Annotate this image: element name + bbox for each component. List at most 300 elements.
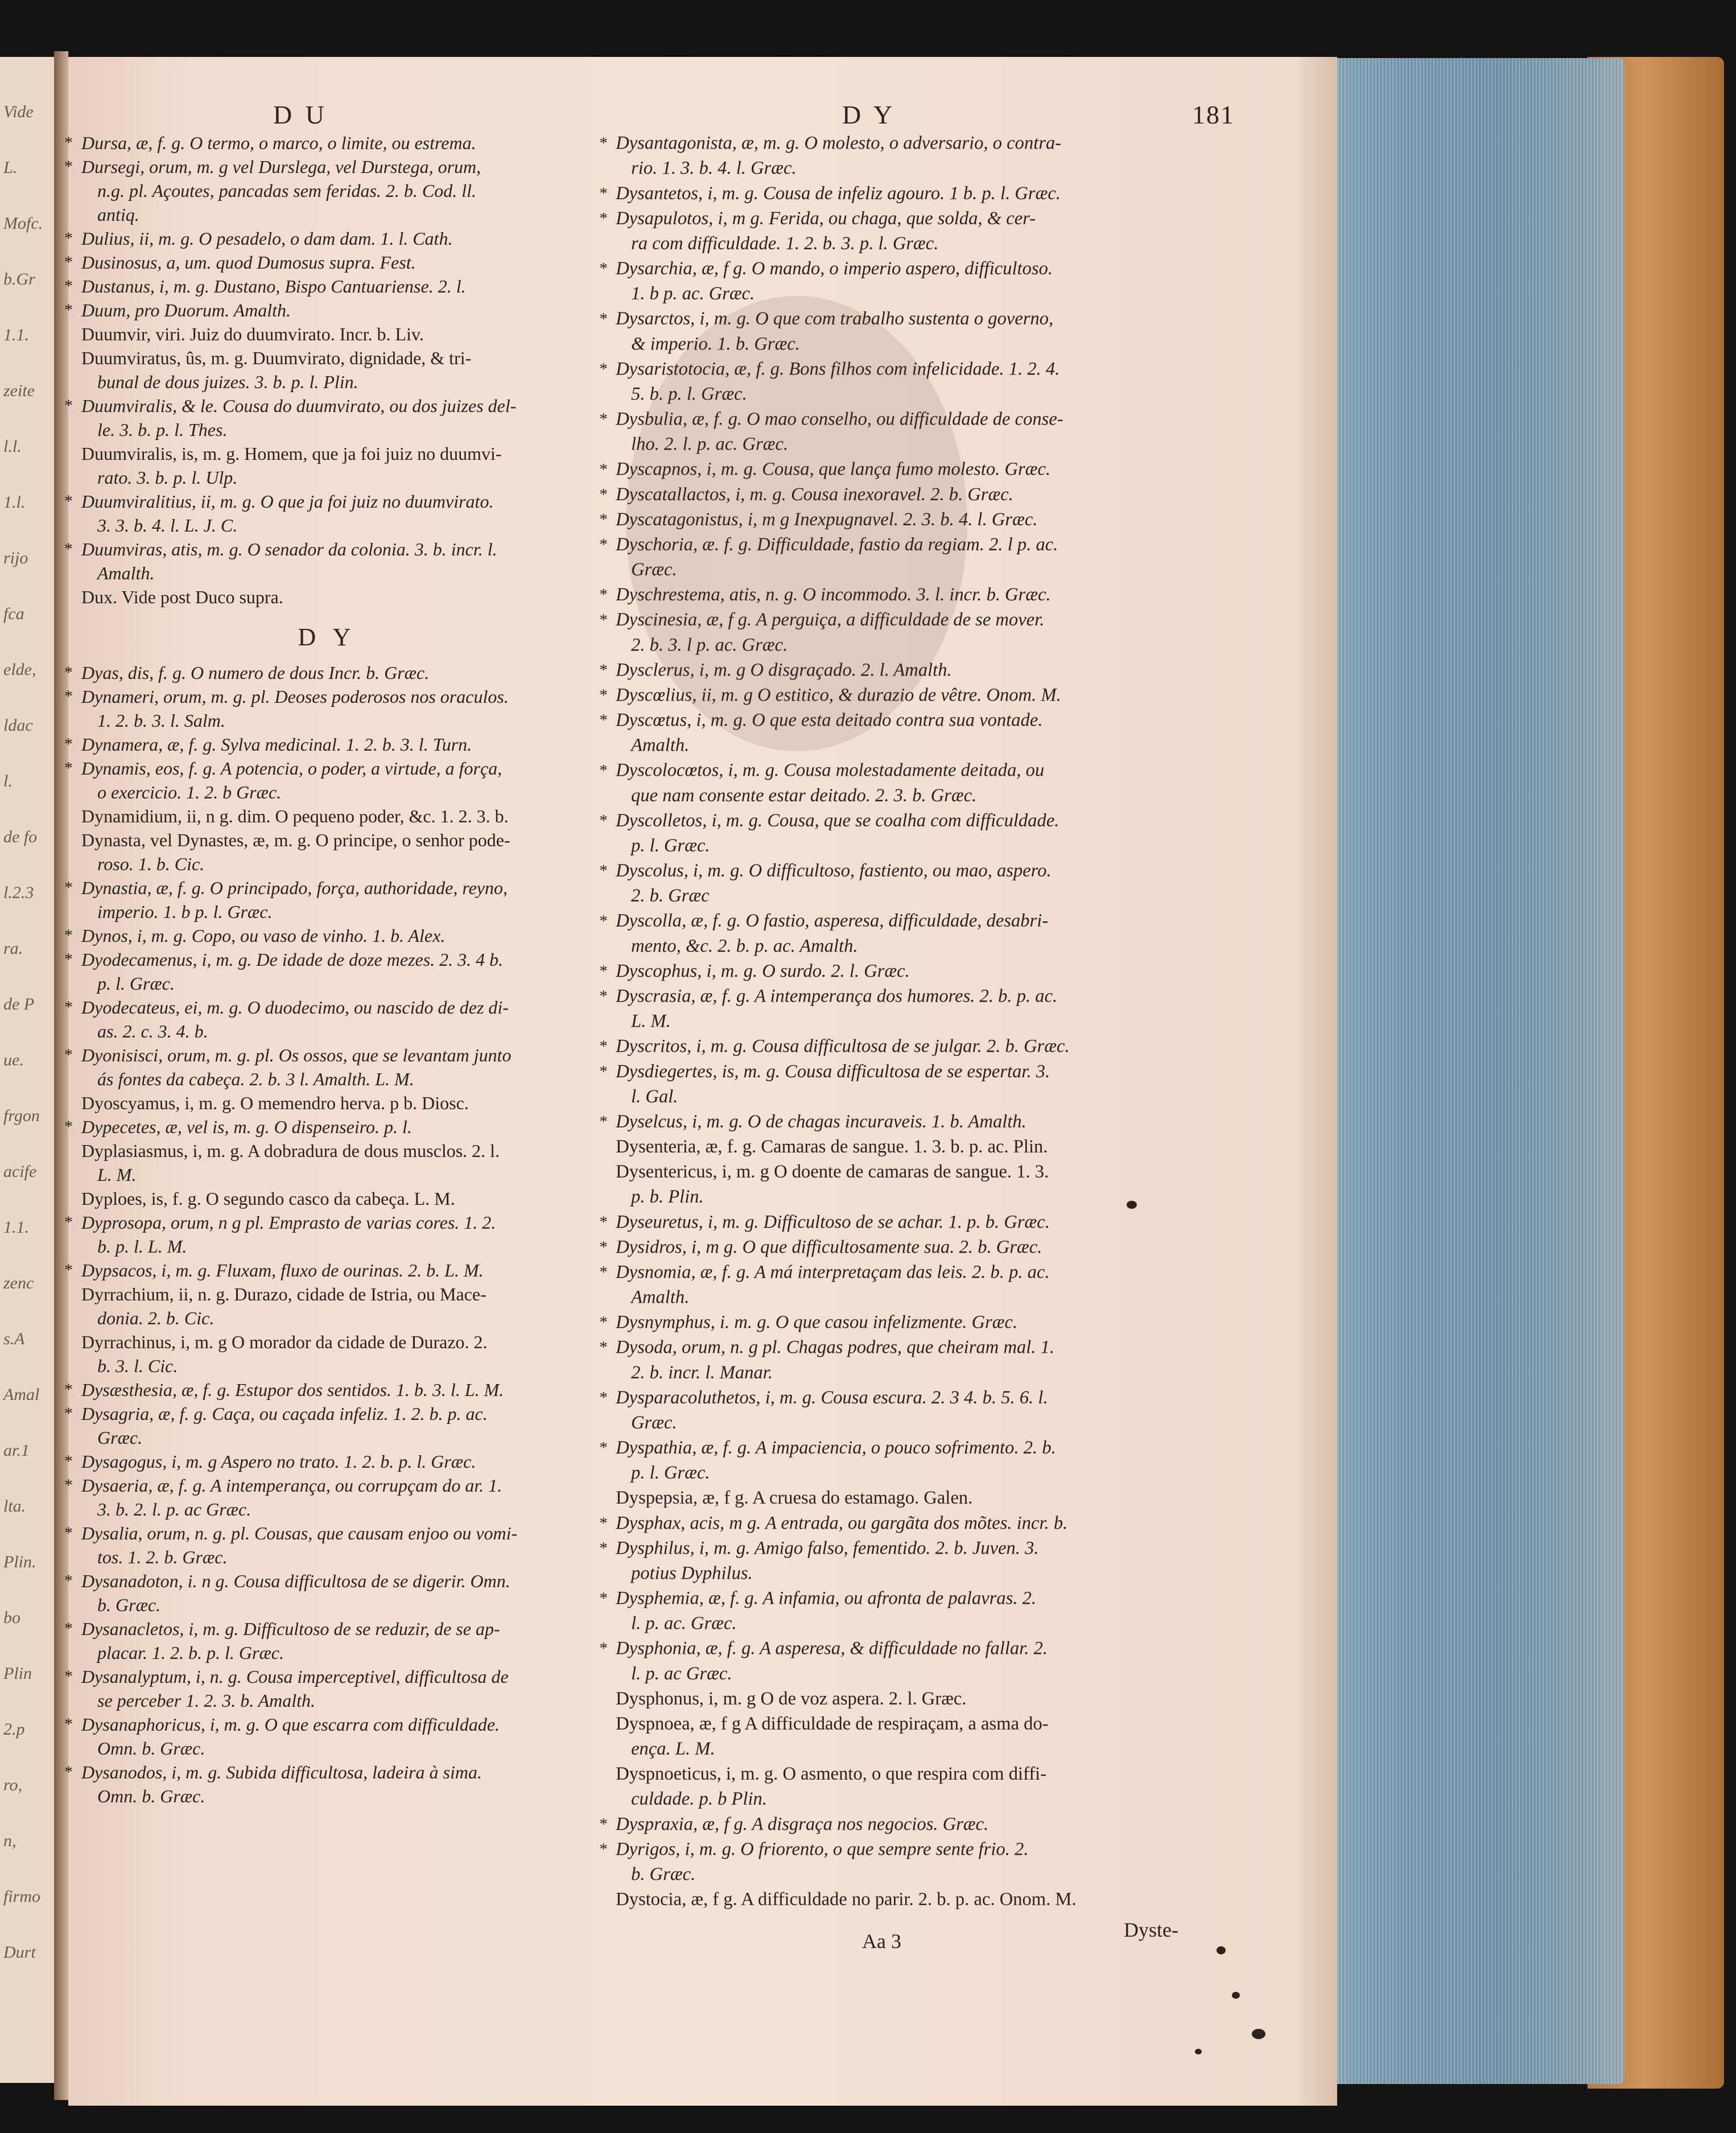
entry-headline: Dyodecateus, ei, m. g. O duodecimo, ou nascido de dez di- [81, 997, 509, 1018]
dictionary-entry [64, 1378, 583, 1402]
dictionary-entry [64, 155, 583, 227]
asterisk-mark: * [64, 1619, 73, 1638]
entry-headline: Dysaristotocia, æ, f. g. Bons filhos com infelicidade. 1. 2. 4. [616, 359, 1060, 380]
dictionary-entry [71, 442, 583, 489]
entry-headline: Dysanodos, i, m. g. Subida difficultosa, ladeira à sima. [81, 1762, 482, 1782]
entry-headline: Dusinosus, a, um. quod Dumosus supra. Fest. [81, 252, 416, 273]
entry-headline: Dynameri, orum, m. g. pl. Deoses poderosos nos oraculos. [81, 686, 509, 707]
dictionary-entry [64, 732, 583, 756]
asterisk-mark: * [599, 1113, 608, 1131]
facing-page-fragment: l. [3, 772, 13, 790]
dictionary-entry [64, 1450, 583, 1473]
facing-page-fragment: de fo [3, 827, 38, 846]
facing-page-fragment: s.A [3, 1329, 25, 1348]
dictionary-entry [71, 1091, 583, 1115]
entry-headline: Dyrigos, i, m. g. O friorento, o que sempre sente frio. 2. [616, 1839, 1029, 1860]
entry-continuation: L. M. [631, 1011, 671, 1032]
entry-continuation: Omn. b. Græc. [97, 1786, 205, 1806]
dictionary-entry [599, 1385, 1271, 1435]
asterisk-mark: * [64, 878, 73, 897]
dictionary-entry [64, 1258, 583, 1282]
asterisk-mark: * [599, 1213, 608, 1232]
entry-headline: Dyscatagonistus, i, m g Inexpugnavel. 2. 3. b. 4. l. Græc. [616, 509, 1038, 530]
dictionary-entry [599, 256, 1271, 306]
dictionary-entry [599, 1636, 1271, 1686]
asterisk-mark: * [599, 1313, 608, 1332]
dictionary-entry [599, 758, 1271, 808]
dictionary-entry [599, 984, 1271, 1034]
asterisk-mark: * [599, 134, 608, 153]
dictionary-entry [64, 995, 583, 1043]
dictionary-entry [64, 924, 583, 948]
facing-page-fragment: bo [3, 1608, 20, 1627]
left-column-running-head: D U [273, 100, 328, 129]
dictionary-entry [71, 1187, 583, 1210]
asterisk-mark: * [599, 862, 608, 880]
page-right-edge [1297, 57, 1337, 2106]
facing-page-fragment: l.2.3 [3, 883, 34, 902]
dictionary-entry [606, 1486, 1271, 1511]
asterisk-mark: * [599, 410, 608, 429]
entry-continuation: as. 2. c. 3. 4. b. [97, 1021, 208, 1041]
page-block-fore-edge [1300, 58, 1624, 2084]
entry-headline: Dyspathia, æ, f. g. A impaciencia, o pouco sofrimento. 2. b. [616, 1438, 1056, 1458]
entry-continuation: ença. L. M. [631, 1739, 715, 1759]
asterisk-mark: * [599, 1840, 608, 1859]
facing-page-fragment: ldac [3, 716, 33, 735]
entry-headline: Dyspnoeticus, i, m. g. O asmento, o que respira com diffi- [616, 1764, 1047, 1784]
entry-headline: Dysantagonista, æ, m. g. O molesto, o adversario, o contra- [616, 133, 1062, 154]
left-entries-list-dy [64, 661, 583, 1808]
entry-continuation: l. p. ac. Græc. [631, 1613, 737, 1634]
entry-headline: Dyodecamenus, i, m. g. De idade de doze mezes. 2. 3. 4 b. [81, 949, 504, 970]
entry-continuation: que nam consente estar deitado. 2. 3. b. Græc. [631, 785, 977, 806]
bleed-through [626, 296, 967, 751]
asterisk-mark: * [599, 686, 608, 705]
entry-headline: Dynastia, æ, f. g. O principado, força, authoridade, reyno, [81, 878, 508, 898]
dictionary-entry [64, 685, 583, 732]
left-column [64, 131, 583, 1808]
dictionary-entry [599, 1335, 1271, 1385]
entry-continuation: 2. b. 3. l p. ac. Græc. [631, 635, 788, 655]
entry-headline: Duumviralis, is, m. g. Homem, que ja foi juiz no duumvi- [81, 443, 502, 464]
asterisk-mark: * [64, 759, 73, 777]
entry-headline: Dysoda, orum, n. g pl. Chagas podres, que cheiram mal. 1. [616, 1337, 1055, 1358]
facing-page-fragment: L. [3, 158, 18, 177]
dictionary-entry [71, 322, 583, 346]
entry-headline: Duumviralitius, ii, m. g. O que ja foi juiz no duumvirato. [81, 491, 494, 512]
dictionary-entry [71, 828, 583, 876]
entry-headline: Dyplasiasmus, i, m. g. A dobradura de dous musclos. 2. l. [81, 1140, 500, 1161]
facing-page-fragment: l.l. [3, 437, 22, 456]
entry-headline: Dulius, ii, m. g. O pesadelo, o dam dam. 1. l. Cath. [81, 228, 453, 249]
entry-continuation: tos. 1. 2. b. Græc. [97, 1547, 228, 1567]
entry-continuation: potius Dyphilus. [631, 1563, 753, 1584]
entry-headline: Dynos, i, m. g. Copo, ou vaso de vinho. 1. b. Alex. [81, 925, 446, 946]
asterisk-mark: * [64, 1476, 73, 1494]
asterisk-mark: * [64, 998, 73, 1016]
facing-page-fragment: Plin. [3, 1553, 36, 1571]
dictionary-entry [71, 1330, 583, 1378]
dictionary-entry [599, 1109, 1271, 1134]
entry-continuation: n.g. pl. Açoutes, pancadas sem feridas. 2. b. Cod. ll. [97, 180, 477, 201]
asterisk-mark: * [64, 926, 73, 945]
dictionary-entry [64, 661, 583, 685]
dictionary-entry [599, 1034, 1271, 1059]
asterisk-mark: * [599, 460, 608, 479]
asterisk-mark: * [599, 1062, 608, 1081]
facing-page-fragment: b.Gr [3, 270, 35, 289]
dictionary-entry [599, 1235, 1271, 1260]
dictionary-entry [64, 1712, 583, 1760]
entry-headline: Dyspraxia, æ, f g. A disgraça nos negocios. Græc. [616, 1814, 989, 1834]
entry-headline: Dyscolus, i, m. g. O difficultoso, fastiento, ou mao, aspero. [616, 860, 1052, 881]
entry-continuation: 3. 3. b. 4. l. L. J. C. [97, 515, 238, 536]
entry-headline: Dyscritos, i, m. g. Cousa difficultosa de se julgar. 2. b. Græc. [616, 1036, 1070, 1057]
dictionary-entry [71, 346, 583, 394]
entry-headline: Dysanaphoricus, i, m. g. O que escarra com difficuldade. [81, 1714, 500, 1735]
dictionary-entry [64, 1043, 583, 1091]
asterisk-mark: * [599, 812, 608, 830]
entry-continuation: mento, &c. 2. b. p. ac. Amalth. [631, 936, 858, 956]
entry-continuation: 2. b. Græc [631, 886, 710, 906]
dictionary-entry [64, 1617, 583, 1665]
dictionary-entry [64, 1402, 583, 1450]
entry-headline: Dyscophus, i, m. g. O surdo. 2. l. Græc. [616, 961, 910, 982]
entry-continuation: p. l. Græc. [631, 835, 710, 856]
dictionary-entry [599, 1536, 1271, 1586]
asterisk-mark: * [64, 1261, 73, 1279]
entry-continuation: bunal de dous juizes. 3. b. p. l. Plin. [97, 372, 358, 392]
asterisk-mark: * [599, 1037, 608, 1056]
entry-continuation: b. Græc. [631, 1864, 696, 1885]
wormhole [1217, 1946, 1226, 1954]
dictionary-entry [64, 948, 583, 995]
entry-headline: Duumvir, viri. Juiz do duumvirato. Incr. b. Liv. [81, 324, 424, 344]
entry-headline: Dysapulotos, i, m g. Ferida, ou chaga, que solda, & cer- [616, 208, 1036, 229]
wormhole [1252, 2029, 1265, 2039]
entry-continuation: rato. 3. b. p. l. Ulp. [97, 467, 238, 488]
entry-continuation: b. Græc. [97, 1595, 161, 1615]
asterisk-mark: * [599, 912, 608, 930]
entry-headline: Dysphonia, æ, f. g. A asperesa, & difficuldade no fallar. 2. [616, 1638, 1048, 1659]
dictionary-entry [64, 250, 583, 274]
entry-headline: Dyscœtus, i, m. g. O que esta deitado contra sua vontade. [616, 710, 1043, 731]
entry-headline: Dysarchia, æ, f g. O mando, o imperio aspero, difficultoso. [616, 258, 1053, 279]
entry-headline: Dyseuretus, i, m. g. Difficultoso de se achar. 1. p. b. Græc. [616, 1212, 1050, 1232]
entry-continuation: le. 3. b. p. l. Thes. [97, 419, 228, 440]
asterisk-mark: * [599, 987, 608, 1006]
entry-headline: Dynamera, æ, f. g. Sylva medicinal. 1. 2. b. 3. l. Turn. [81, 734, 472, 755]
dictionary-entry [64, 227, 583, 250]
entry-headline: Dynamis, eos, f. g. A potencia, o poder, a virtude, a força, [81, 758, 502, 779]
dictionary-entry [71, 1282, 583, 1330]
asterisk-mark: * [599, 1539, 608, 1558]
asterisk-mark: * [599, 485, 608, 504]
entry-headline: Dysarctos, i, m. g. O que com trabalho sustenta o governo, [616, 308, 1054, 329]
entry-continuation: b. 3. l. Cic. [97, 1356, 178, 1376]
asterisk-mark: * [64, 1380, 73, 1399]
entry-headline: Dystocia, æ, f g. A difficuldade no parir. 2. b. p. ac. Onom. M. [616, 1889, 1077, 1910]
facing-page-fragment: lta. [3, 1497, 26, 1516]
entry-headline: Dursegi, orum, m. g vel Durslega, vel Durstega, orum, [81, 157, 481, 177]
facing-page-fragment: ro, [3, 1776, 23, 1794]
dictionary-entry [71, 804, 583, 828]
facing-page-fragment: zeite [3, 381, 35, 400]
entry-headline: Dysphonus, i, m. g O de voz aspera. 2. l. Græc. [616, 1689, 967, 1709]
entry-headline: Dyploes, is, f. g. O segundo casco da cabeça. L. M. [81, 1188, 455, 1209]
entry-headline: Dyscapnos, i, m. g. Cousa, que lança fumo molesto. Græc. [616, 459, 1051, 480]
dictionary-entry [71, 585, 583, 609]
dictionary-entry [606, 1159, 1271, 1209]
facing-page-fragment: firmo [3, 1887, 41, 1906]
entry-continuation: 1. b p. ac. Græc. [631, 283, 755, 304]
entry-headline: Dyscolletos, i, m. g. Cousa, que se coalha com difficuldade. [616, 810, 1059, 831]
facing-page-fragment: rijo [3, 549, 28, 567]
entry-headline: Dysbulia, æ, f. g. O mao conselho, ou difficuldade de conse- [616, 409, 1063, 430]
left-entries-list [64, 131, 583, 609]
asterisk-mark: * [599, 962, 608, 981]
facing-page-fragment: ra. [3, 939, 23, 958]
entry-continuation: p. l. Græc. [631, 1463, 710, 1483]
asterisk-mark: * [64, 687, 73, 706]
entry-headline: Dysalia, orum, n. g. pl. Cousas, que causam enjoo ou vomi- [81, 1523, 518, 1543]
asterisk-mark: * [599, 1238, 608, 1257]
dictionary-entry [64, 1115, 583, 1139]
entry-headline: Duumviras, atis, m. g. O senador da colonia. 3. b. incr. l. [81, 539, 497, 559]
entry-headline: Dyscatallactos, i, m. g. Cousa inexoravel. 2. b. Græc. [616, 484, 1013, 505]
facing-page-fragment: 1.1. [3, 1218, 29, 1237]
entry-headline: Dysentericus, i, m. g O doente de camaras de sangue. 1. 3. [616, 1162, 1049, 1182]
dictionary-entry [599, 1260, 1271, 1310]
dictionary-entry [599, 909, 1271, 959]
dictionary-entry [64, 1521, 583, 1569]
entry-headline: Dysanacletos, i, m. g. Difficultoso de se reduzir, de se ap- [81, 1619, 500, 1639]
dictionary-entry [599, 1837, 1271, 1887]
facing-page-fragment: zenc [3, 1274, 34, 1292]
entry-continuation: 3. b. 2. l. p. ac Græc. [97, 1499, 251, 1520]
dictionary-entry [64, 1210, 583, 1258]
entry-headline: Dysclerus, i, m. g O disgraçado. 2. l. Amalth. [616, 660, 952, 681]
wormhole [1195, 2049, 1202, 2054]
entry-headline: Dyspepsia, æ, f g. A cruesa do estamago. Galen. [616, 1488, 973, 1508]
dictionary-entry [64, 876, 583, 924]
entry-continuation: l. Gal. [631, 1086, 678, 1107]
entry-headline: Dysnomia, æ, f. g. A má interpretaçam das leis. 2. b. p. ac. [616, 1262, 1050, 1283]
entry-continuation: p. l. Græc. [97, 973, 175, 994]
facing-page-fragment: frgon [3, 1106, 40, 1125]
entry-headline: Dyscolocœtos, i, m. g. Cousa molestadamente deitada, ou [616, 760, 1045, 781]
dictionary-entry [606, 1761, 1271, 1811]
facing-page-fragment: acife [3, 1162, 37, 1181]
asterisk-mark: * [64, 950, 73, 969]
asterisk-mark: * [599, 586, 608, 604]
dictionary-entry [599, 1511, 1271, 1536]
asterisk-mark: * [599, 260, 608, 278]
asterisk-mark: * [599, 661, 608, 680]
dictionary-entry [599, 1310, 1271, 1335]
entry-continuation: Amalth. [631, 1287, 690, 1308]
entry-headline: Dysaeria, æ, f. g. A intemperança, ou corrupçam do ar. 1. [81, 1475, 502, 1496]
ink-blot [1127, 1201, 1137, 1209]
asterisk-mark: * [64, 1213, 73, 1232]
entry-continuation: Græc. [631, 559, 677, 580]
dictionary-entry [599, 1586, 1271, 1636]
dictionary-entry [599, 959, 1271, 984]
facing-page-fragment: n, [3, 1831, 17, 1850]
entry-continuation: l. p. ac Græc. [631, 1663, 732, 1684]
asterisk-mark: * [599, 1589, 608, 1608]
entry-continuation: Amalth. [97, 563, 155, 583]
entry-headline: Duumviralis, & le. Cousa do duumvirato, ou dos juizes del- [81, 396, 517, 416]
entry-continuation: roso. 1. b. Cic. [97, 854, 205, 874]
entry-continuation: donia. 2. b. Cic. [97, 1308, 215, 1328]
asterisk-mark: * [599, 611, 608, 629]
wormhole [1232, 1992, 1240, 1999]
entry-headline: Dyschoria, æ. f. g. Difficuldade, fastio da regiam. 2. l p. ac. [616, 534, 1058, 555]
entry-headline: Dustanus, i, m. g. Dustano, Bispo Cantuariense. 2. l. [81, 276, 466, 297]
asterisk-mark: * [64, 492, 73, 510]
entry-headline: Dynasta, vel Dynastes, æ, m. g. O principe, o senhor pode- [81, 830, 510, 850]
asterisk-mark: * [599, 1263, 608, 1282]
dictionary-entry [64, 1760, 583, 1808]
entry-continuation: Græc. [631, 1413, 677, 1433]
entry-headline: Dyscinesia, æ, f g. A perguiça, a difficuldade de se mover. [616, 610, 1045, 630]
entry-headline: Dysæsthesia, æ, f. g. Estupor dos sentidos. 1. b. 3. l. L. M. [81, 1380, 504, 1400]
entry-headline: Dux. Vide post Duco supra. [81, 587, 283, 607]
entry-headline: Dysidros, i, m g. O que difficultosamente sua. 2. b. Græc. [616, 1237, 1042, 1258]
entry-continuation: b. p. l. L. M. [97, 1236, 187, 1257]
entry-headline: Dyonisisci, orum, m. g. pl. Os ossos, que se levantam junto [81, 1045, 512, 1065]
asterisk-mark: * [64, 1452, 73, 1471]
entry-headline: Dyspnoea, æ, f g A difficuldade de respiraçam, a asma do- [616, 1714, 1049, 1734]
page-number: 181 [1192, 100, 1235, 129]
entry-headline: Dyschrestema, atis, n. g. O incommodo. 3. l. incr. b. Græc. [616, 584, 1051, 605]
asterisk-mark: * [599, 360, 608, 378]
asterisk-mark: * [599, 1388, 608, 1407]
asterisk-mark: * [599, 184, 608, 203]
entry-continuation: 2. b. incr. l. Manar. [631, 1362, 773, 1383]
entry-headline: Dysanalyptum, i, n. g. Cousa imperceptivel, difficultosa de [81, 1666, 509, 1687]
entry-continuation: culdade. p. b Plin. [631, 1789, 768, 1809]
entry-headline: Dypecetes, æ, vel is, m. g. O dispenseiro. p. l. [81, 1117, 412, 1137]
asterisk-mark: * [64, 133, 73, 152]
entry-continuation: lho. 2. l. p. ac. Græc. [631, 434, 789, 455]
asterisk-mark: * [64, 1404, 73, 1423]
entry-continuation: rio. 1. 3. b. 4. l. Græc. [631, 158, 797, 179]
entry-headline: Dysenteria, æ, f. g. Camaras de sangue. 1. 3. b. p. ac. Plin. [616, 1136, 1048, 1157]
dictionary-entry [599, 1812, 1271, 1837]
entry-headline: Dysparacoluthetos, i, m. g. Cousa escura. 2. 3 4. b. 5. 6. l. [616, 1387, 1048, 1408]
entry-headline: Dursa, æ, f. g. O termo, o marco, o limite, ou estrema. [81, 133, 476, 153]
asterisk-mark: * [64, 300, 73, 319]
dictionary-entry [599, 1059, 1271, 1109]
facing-page-fragment: Durt [3, 1943, 36, 1962]
asterisk-mark: * [599, 1514, 608, 1533]
asterisk-mark: * [599, 1439, 608, 1457]
dictionary-entry [64, 298, 583, 322]
facing-page-fragment: Vide [3, 102, 34, 121]
entry-headline: Dyscolla, æ, f. g. O fastio, asperesa, difficuldade, desabri- [616, 911, 1049, 931]
entry-headline: Duum, pro Duorum. Amalth. [81, 300, 291, 320]
facing-page-fragment: elde, [3, 660, 36, 679]
entry-headline: Dysphilus, i, m. g. Amigo falso, fementido. 2. b. Juven. 3. [616, 1538, 1039, 1559]
entry-headline: Dyscœlius, ii, m. g O estitico, & durazio de vêtre. Onom. M. [616, 685, 1061, 706]
dictionary-entry [64, 489, 583, 537]
dictionary-entry [64, 1569, 583, 1617]
asterisk-mark: * [64, 735, 73, 753]
asterisk-mark: * [64, 1715, 73, 1733]
entry-continuation: & imperio. 1. b. Græc. [631, 333, 800, 354]
asterisk-mark: * [64, 1523, 73, 1542]
asterisk-mark: * [599, 761, 608, 780]
dictionary-entry [606, 1711, 1271, 1761]
entry-headline: Dyoscyamus, i, m. g. O memendro herva. p b. Diosc. [81, 1093, 469, 1113]
dictionary-entry [64, 1473, 583, 1521]
dictionary-entry [599, 858, 1271, 908]
asterisk-mark: * [599, 711, 608, 730]
dictionary-entry [64, 274, 583, 298]
dictionary-entry [64, 537, 583, 585]
asterisk-mark: * [599, 536, 608, 554]
entry-continuation: Omn. b. Græc. [97, 1738, 205, 1759]
entry-continuation: imperio. 1. b p. l. Græc. [97, 901, 273, 922]
entry-continuation: Amalth. [631, 735, 690, 756]
dictionary-entry [606, 1686, 1271, 1711]
dictionary-entry [606, 1887, 1271, 1912]
dictionary-entry [64, 131, 583, 155]
asterisk-mark: * [64, 229, 73, 248]
dictionary-entry [71, 1139, 583, 1187]
facing-page-margin [0, 57, 57, 2083]
entry-continuation: se perceber 1. 2. 3. b. Amalth. [97, 1690, 316, 1711]
dictionary-entry [64, 1665, 583, 1712]
asterisk-mark: * [64, 1045, 73, 1064]
entry-headline: Dysphemia, æ, f. g. A infamia, ou afronta de palavras. 2. [616, 1588, 1037, 1609]
entry-continuation: placar. 1. 2. b. p. l. Græc. [97, 1642, 284, 1663]
entry-continuation: Græc. [97, 1427, 143, 1448]
facing-page-fragment: Mofc. [3, 214, 43, 233]
facing-page-fragment: Amal [3, 1385, 40, 1404]
entry-continuation: o exercicio. 1. 2. b Græc. [97, 782, 282, 802]
entry-continuation: p. b. Plin. [631, 1187, 704, 1207]
asterisk-mark: * [599, 1639, 608, 1658]
entry-headline: Dysdiegertes, is, m. g. Cousa difficultosa de se espertar. 3. [616, 1061, 1050, 1082]
dictionary-entry [599, 1435, 1271, 1485]
facing-page-fragment: fca [3, 604, 24, 623]
asterisk-mark: * [64, 1763, 73, 1781]
entry-headline: Dysphax, acis, m g. A entrada, ou gargãta dos mõtes. incr. b. [616, 1513, 1068, 1533]
asterisk-mark: * [64, 157, 73, 176]
entry-headline: Dyrrachinus, i, m. g O morador da cidade de Durazo. 2. [81, 1332, 488, 1352]
asterisk-mark: * [599, 510, 608, 529]
entry-headline: Dyas, dis, f. g. O numero de dous Incr. b. Græc. [81, 662, 430, 683]
entry-continuation: ás fontes da cabeça. 2. b. 3 l. Amalth. L. M. [97, 1069, 414, 1089]
entry-continuation: 1. 2. b. 3. l. Salm. [97, 710, 225, 731]
asterisk-mark: * [64, 1571, 73, 1590]
asterisk-mark: * [64, 1117, 73, 1136]
book-gutter [54, 51, 68, 2100]
asterisk-mark: * [599, 1815, 608, 1834]
entry-headline: Dyscrasia, æ, f. g. A intemperança dos humores. 2. b. p. ac. [616, 986, 1058, 1007]
entry-headline: Dysantetos, i, m. g. Cousa de infeliz agouro. 1 b. p. l. Græc. [616, 183, 1061, 204]
asterisk-mark: * [599, 310, 608, 328]
asterisk-mark: * [599, 209, 608, 228]
asterisk-mark: * [64, 1667, 73, 1686]
dictionary-entry [599, 131, 1271, 181]
asterisk-mark: * [64, 277, 73, 295]
entry-continuation: ra com difficuldade. 1. 2. b. 3. p. l. Græc. [631, 233, 939, 254]
